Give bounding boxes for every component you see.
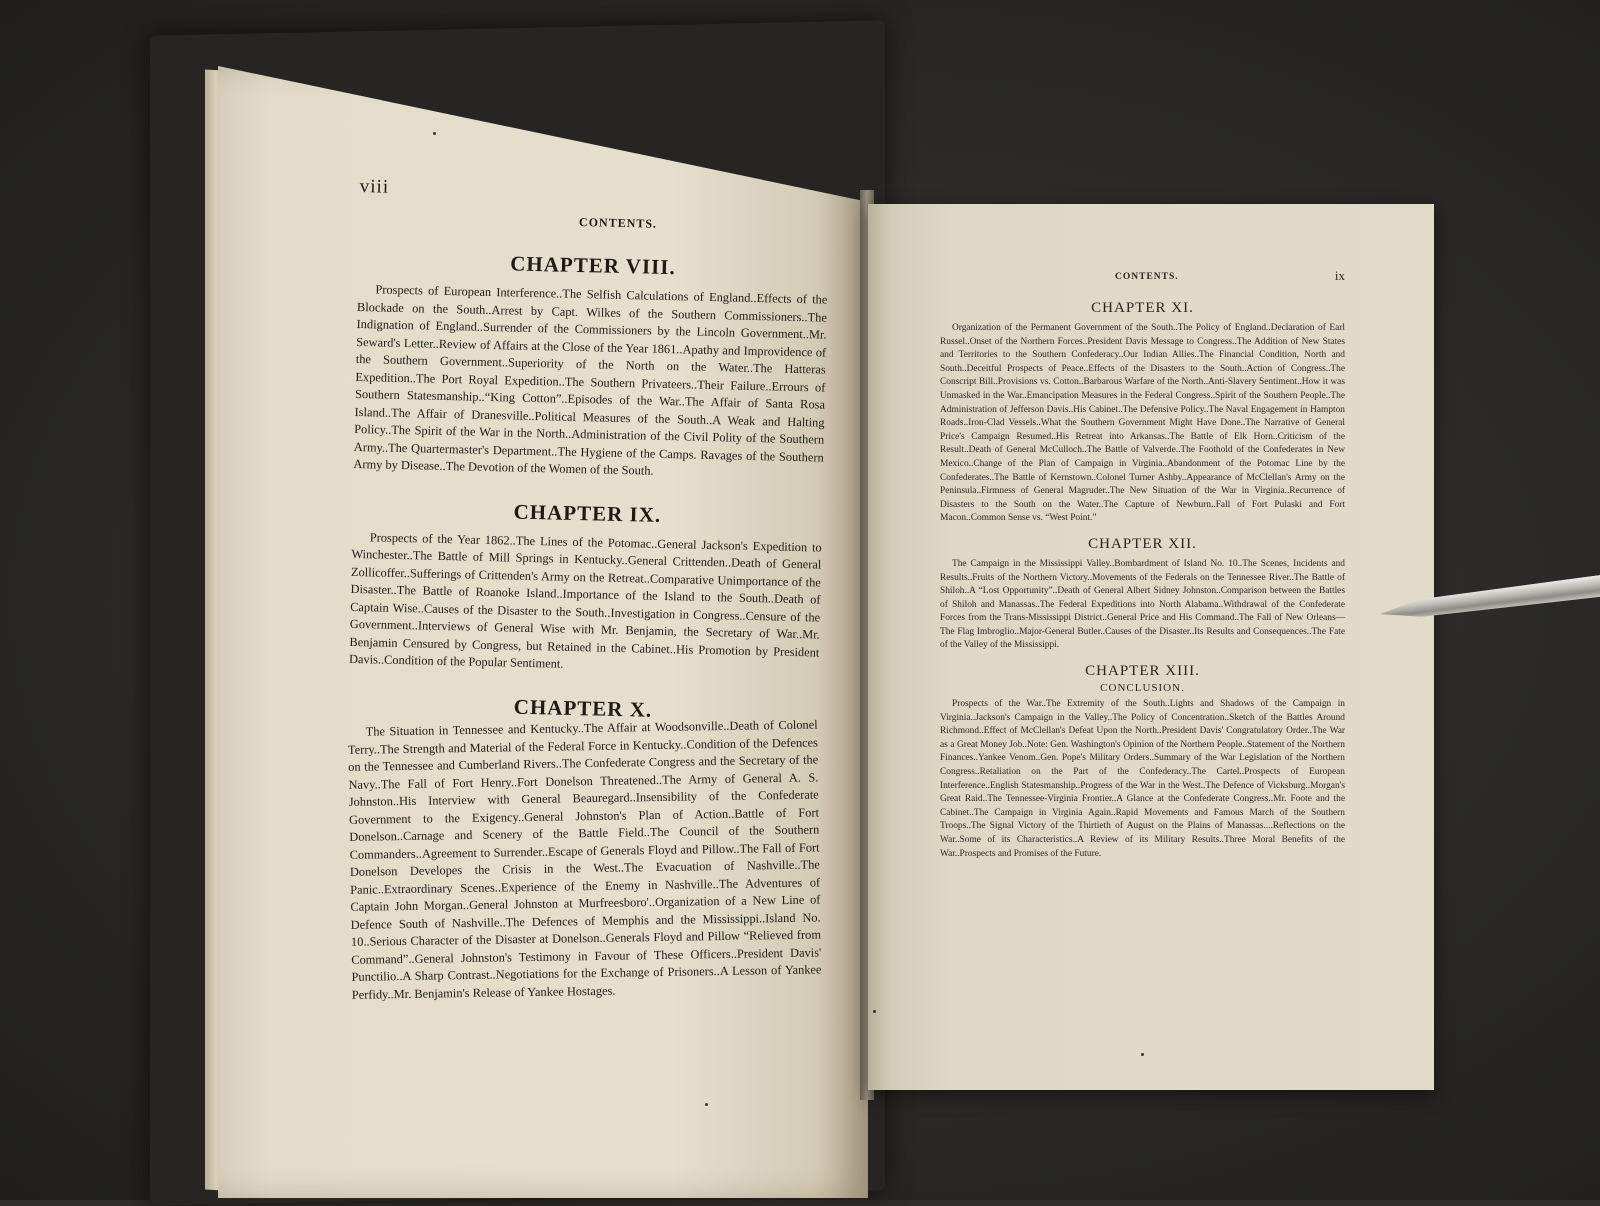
right-running-head	[940, 268, 1345, 296]
chapter-summary	[940, 322, 1345, 526]
chapter-10	[341, 690, 822, 1014]
right-contents-label: CONTENTS.	[1115, 272, 1179, 282]
page-speck	[873, 1010, 876, 1013]
chapter-title: CHAPTER XI.	[1091, 300, 1194, 316]
page-speck	[705, 1103, 708, 1106]
left-page-text	[341, 176, 830, 1036]
chapter-summary-text: Prospects of the Year 1862..The Lines of the Potomac..General Jackson's Expedition to Winchester..The Battle of Mill Springs in Kentucky..General Crittenden..Death of General Zollicoffer..Sufferings of Crittenden's Army on the Retreat..Comparative Unimportance of the Disaster..The Battle of Roanoke Island..Importance of the Island to the South..Death of Captain Wise..Causes of the Disaster to the South..Investigation in Congress..Censure of the Government..Interviews of General Wise with Mr. Benjamin, the Secretary of War..Mr. Benjamin Censured by Congress, but Retained in the Cabinet..His Promotion by President Davis..Condition of the Popular Sentiment.	[348, 529, 822, 671]
chapter-title: CHAPTER VIII.	[510, 251, 677, 280]
chapter-title: CHAPTER IX.	[513, 499, 662, 527]
chapter-13	[940, 663, 1345, 861]
left-page-number: viii	[359, 176, 390, 198]
chapter-8	[353, 248, 828, 484]
page-speck	[1141, 1053, 1144, 1056]
right-page-number: ix	[1334, 268, 1345, 283]
chapter-summary	[353, 281, 827, 484]
chapter-summary	[940, 558, 1345, 653]
chapter-11	[940, 300, 1345, 526]
right-page-text	[940, 268, 1345, 871]
chapter-title: CHAPTER XII.	[1088, 535, 1197, 552]
chapter-summary-text: Organization of the Permanent Government of the South..The Policy of England..Declaration of Earl Russel..Onset of the Northern Forces..President Davis Message to Congress..The Addition of New States and Territories to the Southern Confederacy..Our Indian Allies..The Financial Condition, North and South..Deceitful Prospects of Peace..Effects of the Disasters to the South..Action of Congress..The Conscript Bill..Provisions vs. Cotton..Barbarous Warfare of the North..Anti-Slavery Sentiment..How it was Unmasked in the War..Emancipation Measures in the Federal Congress..Spirit of the Southern People..The Administration of Jefferson Davis..His Cabinet..The Defensive Policy..The Naval Engagement in Hampton Roads..Iron-Clad Vessels..What the Southern Government Might Have Done..The Narrative of General Price's Campaign Resumed..His Retreat into Arkansas..The Battle of Elk Horn..Criticism of the Result..Death of General McCulloch..The Battle of Valverde..The Foothold of the Confederates in New Mexico..Change of the Plan of Campaign in Virginia..Abandonment of the Potomac Line by the Confederates..The Battle of Kernstown..Colonel Turner Ashby..Appearance of McClellan's Army on the Peninsula..Firmness of General Magruder..The New Situation of the War in Virginia..Recurrence of Disasters to the South on the Water..The Capture of Newburn..Fall of Fort Pulaski and Fort Macon..Common Sense vs. “West Point.”	[940, 323, 1345, 524]
page-speck	[433, 132, 436, 135]
chapter-subtitle: CONCLUSION.	[1100, 682, 1185, 695]
chapter-summary	[349, 528, 822, 679]
chapter-9	[349, 495, 823, 679]
chapter-summary-text: Prospects of European Interference..The Selfish Calculations of England..Effects of the Blockade on the South..Arrest by Capt. Wilkes of the Southern Commissioners..The Indignation of England..Surrender of the Commissioners by the Lincoln Government..Mr. Seward's Letter..Review of Affairs at the Close of the Year 1861..Apathy and Improvidence of the Southern Government..Superiority of the North on the Water..The Hatteras Expedition..The Port Royal Expedition..The Southern Privateers..Their Failure..Errours of Southern Statesmanship..“King Cotton”..Episodes of the War..The Affair of Santa Rosa Island..The Affair of Dranesville..Political Measures of the South..A Weak and Halting Policy..The Spirit of the War in the North..Administration of the Civil Polity of the Southern Army..The Quartermaster's Department..The Hygiene of the Camps. Ravages of the Southern Army by Disease..The Devotion of the Women of the South.	[353, 282, 828, 478]
chapter-summary-text: The Situation in Tennessee and Kentucky..The Affair at Woodsonville..Death of Colonel Terry..The Strength and Material of the Federal Force in Kentucky..Condition of the Defences on the Tennessee and Cumberland Rivers..The Confederate Congress and the Secretary of the Navy..The Fall of Fort Henry..Fort Donelson Threatened..The Army of General A. S. Johnston..His Interview with General Beauregard..Insensibility of the Confederate Government to the Exigency..General Johnston's Plan of Action..Battle of Fort Donelson..Carnage and Scenery of the Battle Field..The Council of the Southern Commanders..Agreement to Surrender..Escape of Generals Floyd and Pillow..The Fall of Fort Donelson Developes the Crisis in the West..The Evacuation of Nashville..The Panic..Extraordinary Scenes..Experience of the Enemy in Nashville..The Adventures of Captain John Morgan..General Johnston at Murfreesboro'..Organization of a New Line of Defence South of Nashville..The Defences of Memphis and the Mississippi..Island No. 10..Serious Character of the Disaster at Donelson..Generals Floyd and Pillow “Relieved from Command”..General Johnston's Testimony in Favour of These Officers..President Davis' Punctilio..A Sharp Contrast..Negotiations for the Exchange of Prisoners..A Lesson of Yankee Perfidy..Mr. Benjamin's Release of Yankee Hostages.	[347, 716, 822, 1001]
left-contents-label: CONTENTS.	[578, 214, 658, 231]
chapter-summary-text: Prospects of the War..The Extremity of the South..Lights and Shadows of the Campaign in Virginia..Jackson's Campaign in the Valley..The Policy of Concentration..Sketch of the Battles Around Richmond..Effect of McClellan's Defeat Upon the North..President Davis' Congratulatory Order..The War as a Great Money Job..Note: Gen. Washington's Opinion of the Northern People..Statement of the Northern Finances..Yankee Venom..Gen. Pope's Military Orders..Summary of the War Legislation of the Northern Congress..Retaliation on the Part of the Confederacy..The Cartel..Prospects of European Interference..English Statesmanship..Progress of the War in the West..The Defence of Vicksburg..Morgan's Great Raid..The Tennessee-Virginia Frontier..A Glance at the Confederate Congress..Mr. Foote and the Cabinet..The Campaign in Virginia Again..Rapid Movements and Famous March of the Southern Troops..The Signal Victory of the Thirtieth of August on the Plains of Manassas....Reflections on the War..Some of its Characteristics..A Review of its Military Results..Three Moral Benefits of the War..Prospects and Promises of the Future.	[940, 699, 1345, 859]
chapter-summary	[940, 698, 1345, 861]
chapter-summary	[348, 716, 822, 1003]
chapter-summary-text: The Campaign in the Mississippi Valley..Bombardment of Island No. 10..The Scenes, Incidents and Results..Fruits of the Northern Victory..Movements of the Federals on the Tennessee River..The Battle of Shiloh..A “Lost Opportunity”..Death of General Albert Sidney Johnston..Comparison between the Battles of Shiloh and Manassas..The Federal Expeditions into North Alabama..Withdrawal of the Confederate Forces from the Trans-Mississippi District..General Price and His Command..The Fall of New Orleans—The Flag Imbroglio..Major-General Butler..Causes of the Disaster..Its Results and Consequences..The Fate of the Valley of the Mississippi.	[940, 558, 1345, 651]
chapter-title: CHAPTER X.	[513, 694, 653, 722]
chapter-title: CHAPTER XIII.	[1085, 663, 1200, 680]
chapter-12	[940, 536, 1345, 653]
